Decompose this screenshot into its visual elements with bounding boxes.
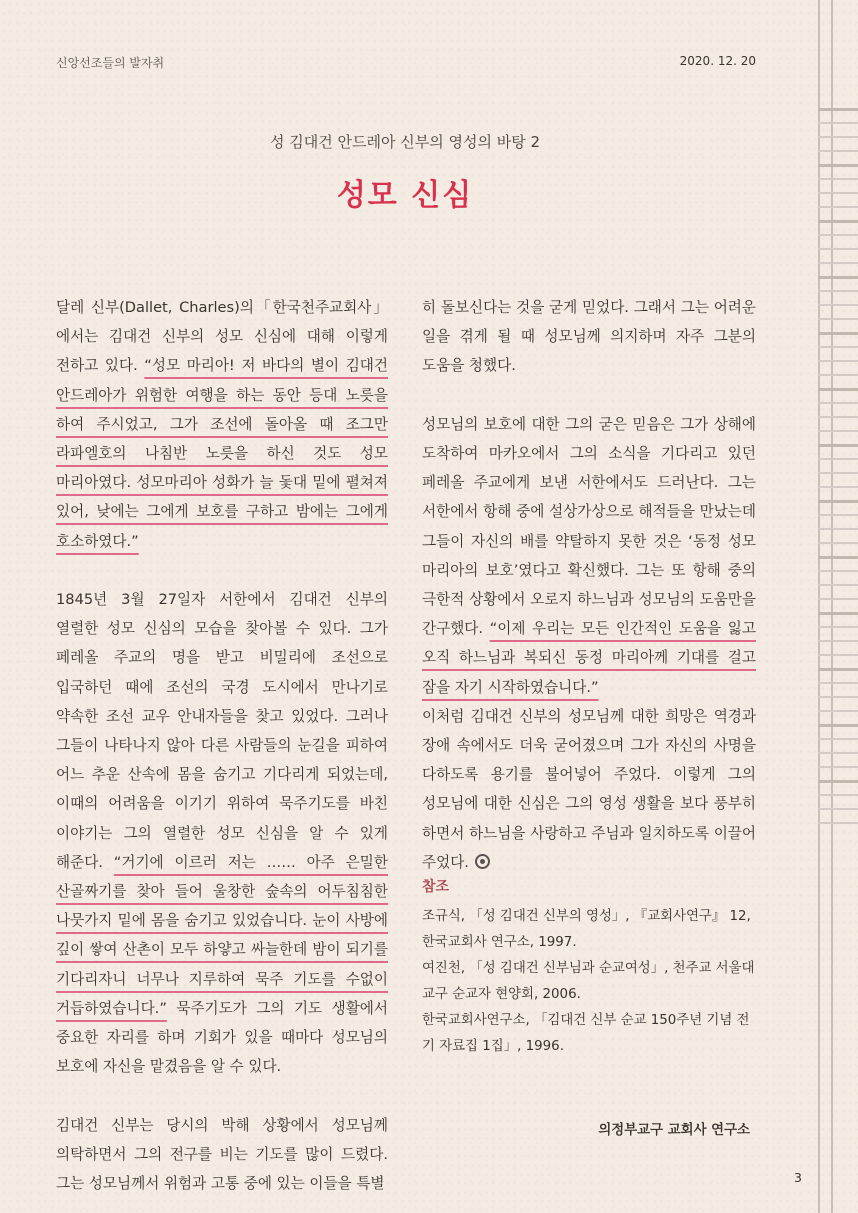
paragraph-text: 달레 신부(Dallet, Charles)의「한국천주교회사」에서는 김대건 신부의 성모 신심에 대해 이렇게 전하고 있다. [56,299,388,375]
margin-tick [818,346,858,348]
paragraph [56,293,388,556]
margin-tick [818,416,858,418]
margin-tick [818,276,858,279]
margin-tick [818,122,858,124]
reference-item: 여진천, 「성 김대건 신부님과 순교여성」, 천주교 서울대교구 순교자 현양회, 2006. [422,961,755,1002]
article-subtitle: 성 김대건 안드레아 신부의 영성의 바탕 2 [270,133,540,151]
margin-tick [818,220,858,223]
margin-tick [818,262,858,264]
margin-tick [818,570,858,572]
margin-tick [818,136,858,138]
margin-tick [818,486,858,488]
margin-tick [818,388,858,391]
article-title: 성모 신심 [336,178,474,213]
margin-tick [818,766,858,768]
margin-tick [818,150,858,152]
margin-tick [818,528,858,530]
paragraph: 히 돌보신다는 것을 굳게 믿었다. 그래서 그는 어려운 일을 겪게 될 때 성모님께 의지하며 자주 그분의 도움을 청했다. [422,299,756,375]
margin-tick [818,752,858,754]
right-column [422,293,756,877]
margin-line [831,0,833,1213]
margin-tick [818,696,858,698]
margin-tick [818,108,858,111]
margin-tick [818,556,858,559]
reference-item: 조규식, 「성 김대건 신부의 영성」, 『교회사연구』 12, 한국교회사 연구소, 1997. [422,909,751,950]
margin-tick [818,178,858,180]
margin-tick [818,318,858,320]
margin-tick [818,808,858,810]
page-number: 3 [794,1170,802,1185]
quotation: “거기에 이르러 저는 …… 아주 은밀한 산골짜기를 찾아 들어 울창한 숲속의 어두침침한 나뭇가지 밑에 몸을 숨기고 있었습니다. 눈이 사방에 깊이 쌓여 산촌이 모두 하얗고 싸늘한데 밤이 되기를 기다리자니 너무나 지루하여 묵주 기도를 수없이 거듭하였습니다.” [56,853,388,1017]
paragraph [56,585,388,1081]
margin-tick [818,374,858,376]
margin-tick [818,234,858,236]
margin-tick [818,780,858,783]
margin-tick [818,360,858,362]
margin-tick [818,332,858,335]
margin-tick [818,472,858,474]
paragraph-text: 이처럼 김대건 신부의 성모님께 대한 희망은 역경과 장애 속에서도 더욱 굳어졌으며 그가 자신의 사명을 다하도록 용기를 불어넣어 주었다. 이렇게 그의 성모님에 대한 신심은 그의 영성 생활을 보다 풍부히 하면서 하느님을 사랑하고 주님과 일치하도록 이끌어 주었다. [422,707,756,871]
margin-tick [818,668,858,671]
margin-tick [818,304,858,306]
end-mark-icon [475,854,490,869]
margin-tick [818,402,858,404]
author-credit: 의정부교구 교회사 연구소 [598,1123,750,1138]
paragraph-text: 성모님의 보호에 대한 그의 굳은 믿음은 그가 상해에 도착하여 마카오에서 그의 소식을 기다리고 있던 페레올 주교에게 보낸 서한에서도 드러난다. 그는 서한에서 항해 중에 설상가상으로 해적들을 만났는데 그들이 자신의 배를 약탈하지 못한 것은 ‘동정 성모 마리아의 보호’였다고 확신했다. 그는 또 항해 중의 극한적 상황에서 오로지 하느님과 성모님의 도움만을 간구했다. [422,415,756,638]
margin-tick [818,290,858,292]
margin-tick [818,822,858,824]
references-title: 참조 [422,879,450,895]
reference-item: 한국교회사연구소, 「김대건 신부 순교 150주년 기념 전기 자료집 1집」, 1996. [422,1013,750,1054]
margin-tick [818,444,858,447]
left-column [56,293,388,1198]
margin-tick [818,640,858,642]
margin-tick [818,626,858,628]
paragraph [422,410,756,702]
paragraph-text: 1845년 3월 27일자 서한에서 김대건 신부의 열렬한 성모 신심의 모습을 찾아볼 수 있다. 그가 페레올 주교의 명을 받고 비밀리에 조선으로 입국하던 때에 조선의 국경 도시에서 만나기로 약속한 조선 교우 안내자들을 찾고 있었다. 그러나 그들이 나타나지 않아 다른 사람들의 눈길을 피하여 어느 추운 산속에 몸을 숨기고 기다리게 되었는데, 이때의 어려움을 이기기 위하여 묵주기도를 바친 이야기는 그의 열렬한 성모 신심을 알 수 있게 해준다. [56,591,388,871]
references [422,876,762,1060]
margin-tick [818,682,858,684]
margin-line [818,0,820,1213]
margin-tick [818,500,858,503]
paragraph: 김대건 신부는 당시의 박해 상황에서 성모님께 의탁하면서 그의 전구를 비는 기도를 많이 드렸다. 그는 성모님께서 위험과 고통 중에 있는 이들을 특별 [56,1116,388,1193]
paragraph [422,702,756,877]
margin-tick [818,514,858,516]
quotation: “이제 우리는 모든 인간적인 도움을 잃고 오직 하느님과 복되신 동정 마리아께 기대를 걸고 잠을 자기 시작하였습니다.” [422,620,756,696]
margin-tick [818,724,858,727]
paragraph-text: 묵주기도가 그의 기도 생활에서 중요한 자리를 하며 기회가 있을 때마다 성모님의 보호에 자신을 맡겼음을 알 수 있다. [56,999,388,1076]
margin-tick [818,164,858,167]
margin-tick [818,584,858,586]
margin-tick [818,654,858,656]
section-name: 신앙선조들의 발자취 [56,56,165,70]
references-list [422,904,762,1060]
margin-tick [818,738,858,740]
margin-tick [818,794,858,796]
margin-tick [818,612,858,615]
margin-tick [818,192,858,194]
margin-tick [818,542,858,544]
margin-tick [818,430,858,432]
margin-tick [818,598,858,600]
margin-tick [818,458,858,460]
issue-date: 2020. 12. 20 [679,54,756,68]
quotation: “성모 마리아! 저 바다의 별이 김대건 안드레아가 위험한 여행을 하는 동안 등대 노릇을 하여 주시었고, 그가 조선에 돌아올 때 조그만 라파엘호의 나침반 노릇을 하신 것도 성모 마리아였다. 성모마리아 성화가 늘 돛대 밑에 펼쳐져 있어, 낮에는 그에게 보호를 구하고 밤에는 그에게 호소하였다.” [56,357,388,550]
margin-tick [818,710,858,712]
margin-tick [818,248,858,250]
margin-tick [818,206,858,208]
